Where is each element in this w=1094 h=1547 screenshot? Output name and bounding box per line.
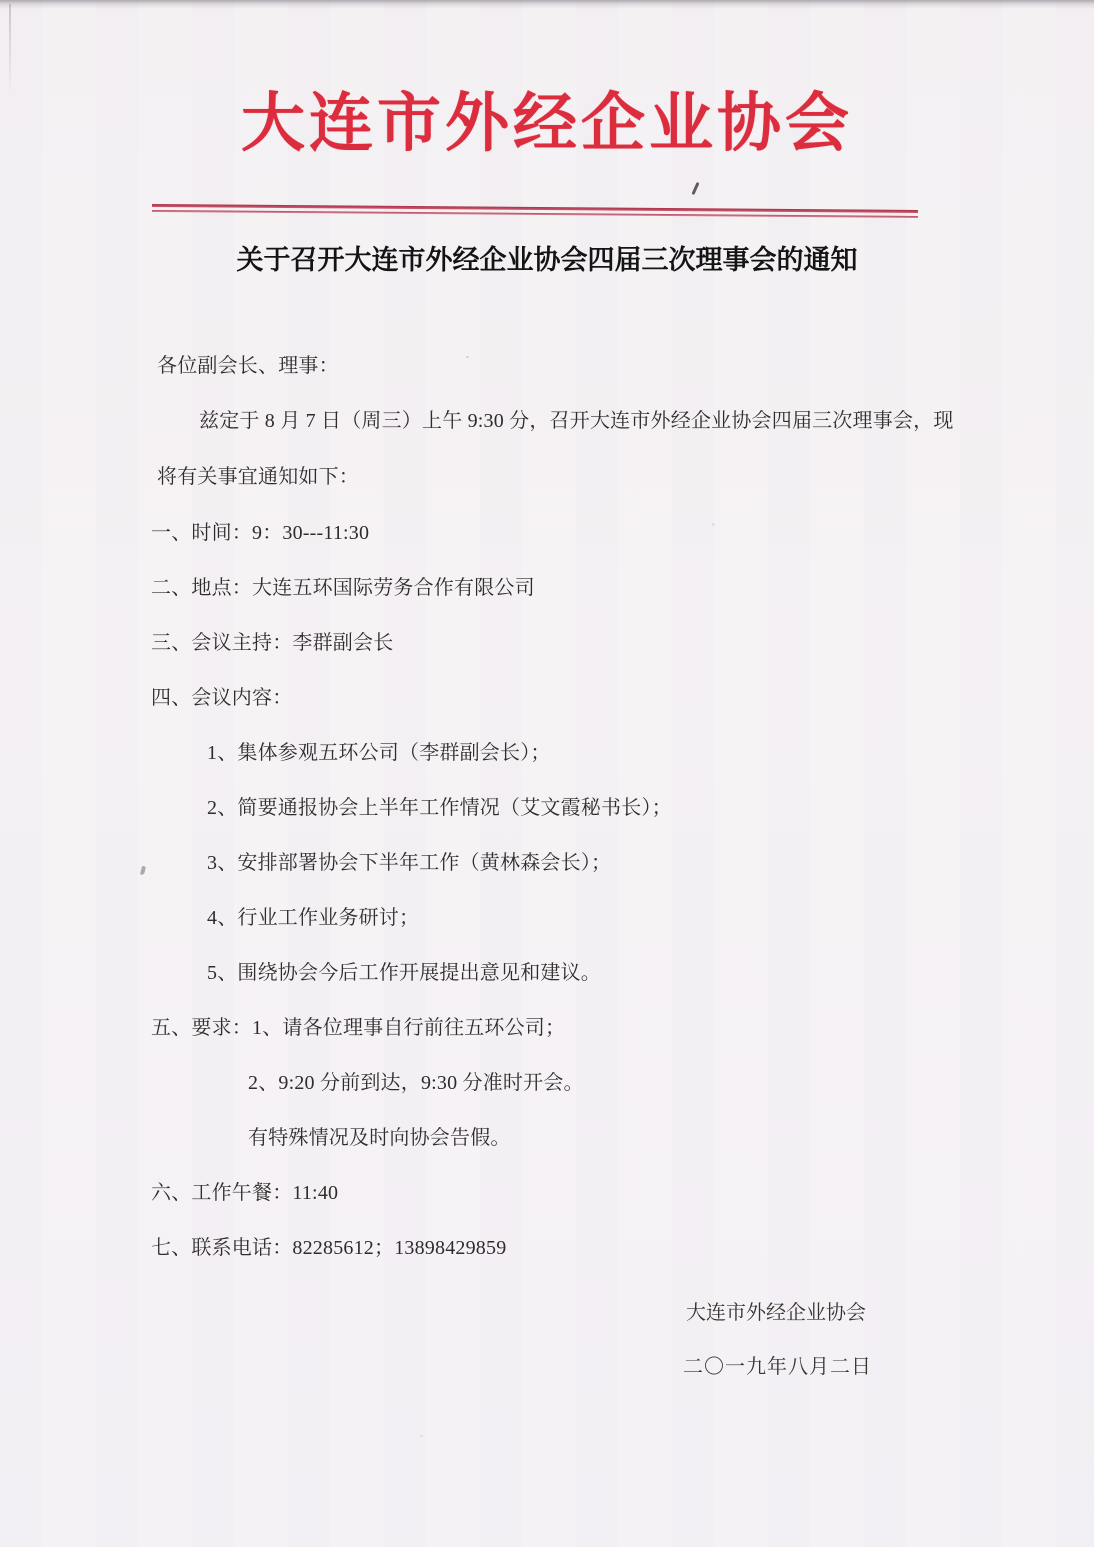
item-lunch: 六、工作午餐：11:40 xyxy=(151,1182,339,1204)
requirement-2: 2、9:20 分前到达，9:30 分准时开会。 xyxy=(248,1072,584,1094)
item-contact-phone: 七、联系电话：82285612；13898429859 xyxy=(151,1237,507,1259)
scan-speck xyxy=(420,1435,423,1437)
signature-org: 大连市外经企业协会 xyxy=(686,1302,866,1324)
item-location: 二、地点：大连五环国际劳务合作有限公司 xyxy=(151,577,535,599)
agenda-item-5: 5、围绕协会今后工作开展提出意见和建议。 xyxy=(207,962,601,984)
scan-smudge xyxy=(140,866,146,876)
requirement-note: 有特殊情况及时向协会告假。 xyxy=(248,1127,511,1149)
intro-line-1: 兹定于 8 月 7 日（周三）上午 9:30 分，召开大连市外经企业协会四届三次理事会，现 xyxy=(199,410,954,432)
agenda-item-2: 2、简要通报协会上半年工作情况（艾文霞秘书长）； xyxy=(207,797,672,819)
item-requirements: 五、要求：1、请各位理事自行前往五环公司； xyxy=(151,1017,566,1039)
scan-speck xyxy=(712,523,715,526)
stray-pen-mark xyxy=(691,182,699,195)
item-time: 一、时间：9：30---11:30 xyxy=(151,522,370,544)
scan-edge-top xyxy=(0,0,1094,9)
letterhead-divider xyxy=(152,204,918,218)
item-host: 三、会议主持：李群副会长 xyxy=(151,632,394,654)
agenda-item-3: 3、安排部署协会下半年工作（黄林森会长）； xyxy=(207,852,612,874)
salutation-line: 各位副会长、理事： xyxy=(157,355,339,377)
agenda-item-1: 1、集体参观五环公司（李群副会长）； xyxy=(207,742,551,764)
intro-line-2: 将有关事宜通知如下： xyxy=(157,466,359,488)
item-agenda-header: 四、会议内容： xyxy=(151,687,293,709)
document-title: 关于召开大连市外经企业协会四届三次理事会的通知 xyxy=(236,245,858,275)
letterhead-org-name: 大连市外经企业协会 xyxy=(241,88,853,159)
signature-date: 二〇一九年八月二日 xyxy=(683,1356,872,1378)
agenda-item-4: 4、行业工作业务研讨； xyxy=(207,907,420,929)
scan-speck xyxy=(466,356,469,358)
